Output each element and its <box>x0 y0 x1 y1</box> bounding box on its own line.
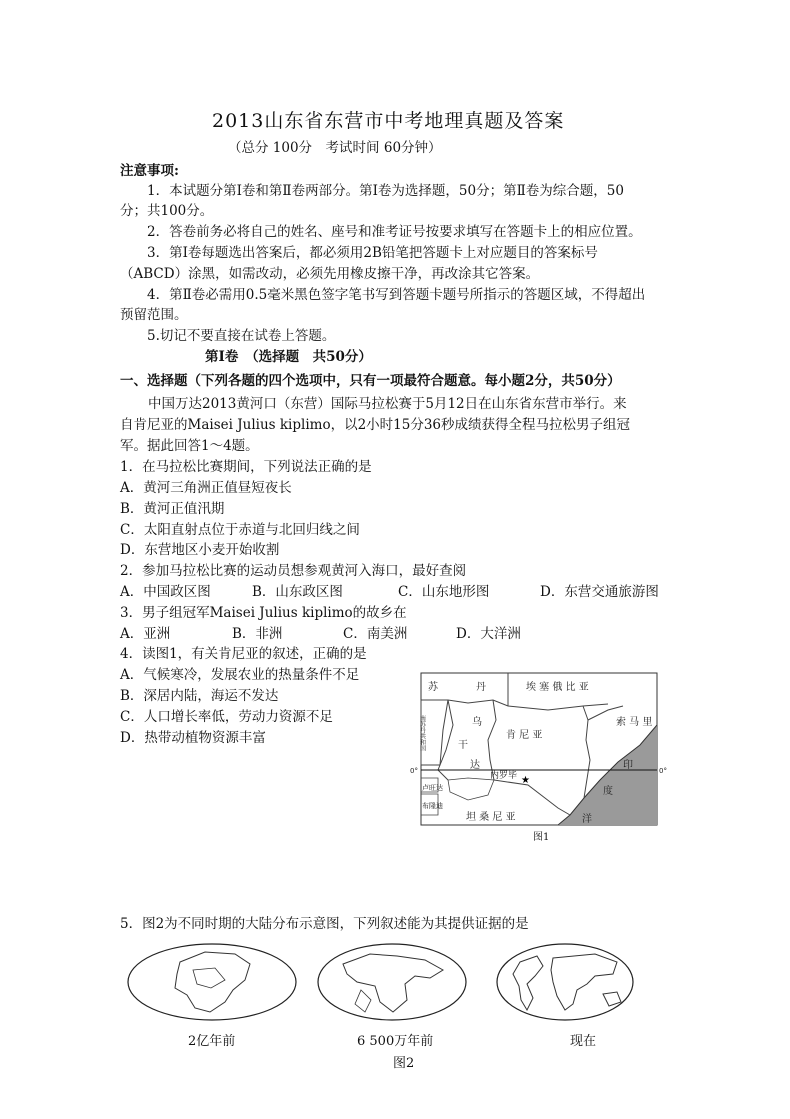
q4-option-b: B．深居内陆，海运不发达 <box>120 688 279 704</box>
q4-stem: 4．读图1，有关肯尼亚的叙述，正确的是 <box>120 646 367 662</box>
notice-item-1a: 1．本试题分第Ⅰ卷和第Ⅱ卷两部分。第Ⅰ卷为选择题，50分；第Ⅱ卷为综合题，50 <box>147 183 624 199</box>
notice-item-5: 5.切记不要直接在试卷上答题。 <box>147 328 336 344</box>
section-part-heading: 一、选择题（下列各题的四个选项中，只有一项最符合题意。每小题2分，共50分） <box>120 373 621 389</box>
q3-option-a: A．亚洲 <box>120 626 171 642</box>
label-somalia: 索 马 里 <box>616 717 653 728</box>
page-title: 2013山东省东营市中考地理真题及答案 <box>212 110 565 132</box>
page-subtitle: （总分 100分 考试时间 60分钟） <box>228 140 442 156</box>
q4-option-c: C．人口增长率低，劳动力资源不足 <box>120 709 333 725</box>
q1-option-d: D．东营地区小麦开始收割 <box>120 542 280 558</box>
q2-option-d: D．东营交通旅游图 <box>540 584 659 600</box>
q5-stem: 5．图2为不同时期的大陆分布示意图，下列叙述能为其提供证据的是 <box>120 916 529 932</box>
label-su: 苏 <box>428 682 438 693</box>
section-title: 第Ⅰ卷 （选择题 共50分） <box>205 349 372 365</box>
label-da: 达 <box>470 760 480 771</box>
notice-item-3a: 3．第Ⅰ卷每题选出答案后，都必须用2B铅笔把答题卡上对应题目的答案标号 <box>147 245 598 261</box>
notice-item-4b: 预留范围。 <box>120 307 188 323</box>
q2-option-c: C．山东地形图 <box>398 584 490 600</box>
intro-line-2: 自肯尼亚的Maisei Julius kiplimo，以2小时15分36秒成绩获得全程马拉松男子组冠 <box>120 417 631 433</box>
label-rwanda: 卢旺达 <box>422 784 443 792</box>
q4-option-d: D．热带动植物资源丰富 <box>120 730 266 746</box>
q3-option-b: B．非洲 <box>232 626 283 642</box>
label-u: 乌 <box>472 717 482 728</box>
notice-item-3b: （ABCD）涂黑，如需改动，必须先用橡皮擦干净，再改涂其它答案。 <box>120 266 540 282</box>
label-ethiopia: 埃 塞 俄 比 亚 <box>526 682 589 693</box>
figure2-label-65ma: 6 500万年前 <box>357 1034 434 1049</box>
figure2-caption: 图2 <box>393 1056 415 1071</box>
q4-option-a: A．气候寒冷，发展农业的热量条件不足 <box>120 667 360 683</box>
q3-option-c: C．南美洲 <box>343 626 408 642</box>
label-burundi: 布隆迪 <box>422 802 443 810</box>
label-equator-right: 0° <box>659 767 667 775</box>
label-tanzania: 坦 桑 尼 亚 <box>466 812 516 823</box>
label-nairobi: 内罗毕 <box>490 771 518 781</box>
q1-option-c: C．太阳直射点位于赤道与北回归线之间 <box>120 522 360 538</box>
figure2-label-200ma: 2亿年前 <box>188 1034 236 1049</box>
q3-stem: 3．男子组冠军Maisei Julius kiplimo的故乡在 <box>120 605 407 621</box>
q1-option-b: B．黄河正值汛期 <box>120 501 225 517</box>
figure2-continent-maps <box>125 940 645 1030</box>
label-yin: 印 <box>623 760 633 771</box>
q1-option-a: A．黄河三角洲正值昼短夜长 <box>120 480 292 496</box>
label-south-sudan: 南苏丹共和国 <box>418 715 426 751</box>
label-yang: 洋 <box>582 814 592 825</box>
notice-item-2: 2．答卷前务必将自己的姓名、座号和准考证号按要求填写在答题卡上的相应位置。 <box>147 224 642 240</box>
figure1-kenya-map <box>408 670 668 845</box>
notice-item-1b: 分；共100分。 <box>120 203 214 219</box>
label-gan: 干 <box>458 740 468 751</box>
q2-stem: 2．参加马拉松比赛的运动员想参观黄河入海口，最好查阅 <box>120 563 467 579</box>
figure2-label-present: 现在 <box>570 1034 597 1049</box>
intro-line-1: 中国万达2013黄河口（东营）国际马拉松赛于5月12日在山东省东营市举行。来 <box>148 396 627 412</box>
notice-heading: 注意事项: <box>120 163 179 179</box>
label-du: 度 <box>603 786 613 797</box>
intro-line-3: 军。据此回答1～4题。 <box>120 438 259 454</box>
nairobi-star-icon: ★ <box>521 775 530 786</box>
notice-item-4a: 4．第Ⅱ卷必需用0.5毫米黑色签字笔书写到答题卡题号所指示的答题区域，不得超出 <box>147 287 646 303</box>
q2-option-b: B．山东政区图 <box>252 584 343 600</box>
label-dan: 丹 <box>476 682 486 693</box>
figure1-caption: 图1 <box>533 832 550 843</box>
label-equator-left: 0° <box>410 767 418 775</box>
label-kenya: 肯 尼 亚 <box>506 730 543 741</box>
q2-option-a: A．中国政区图 <box>120 584 211 600</box>
q1-stem: 1．在马拉松比赛期间，下列说法正确的是 <box>120 459 372 475</box>
q3-option-d: D．大洋洲 <box>456 626 521 642</box>
